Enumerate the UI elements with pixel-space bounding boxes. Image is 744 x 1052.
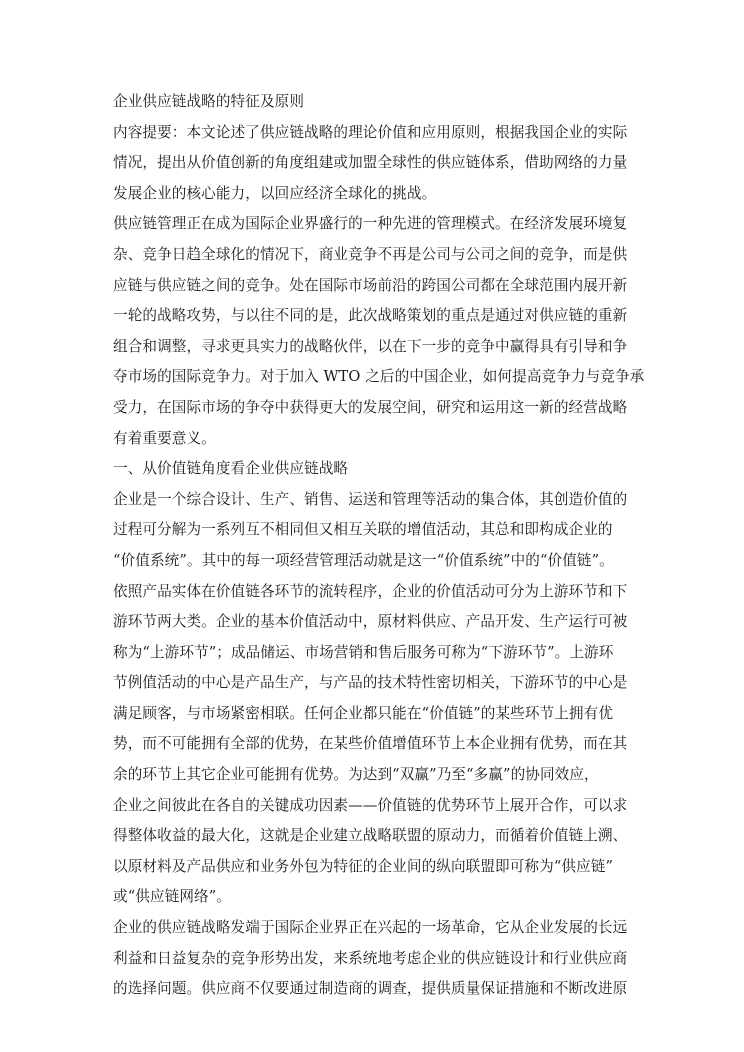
body-line: 企业是一个综合设计、生产、销售、运送和管理等活动的集合体，其创造价值的 bbox=[113, 490, 628, 508]
abstract-line: 情况，提出从价值创新的角度组建或加盟全球性的供应链体系，借助网络的力量 bbox=[113, 154, 628, 172]
intro-line: 受力，在国际市场的争夺中获得更大的发展空间，研究和运用这一新的经营战略 bbox=[113, 398, 628, 416]
body-line: 或“供应链网络”。 bbox=[113, 888, 231, 906]
body-line: 余的环节上其它企业可能拥有优势。为达到“双赢”乃至“多赢”的协同效应， bbox=[113, 766, 599, 784]
section-heading: 一、从价值链角度看企业供应链战略 bbox=[113, 460, 349, 478]
body-line: 的选择问题。供应商不仅要通过制造商的调查，提供质量保证措施和不断改进原 bbox=[113, 980, 628, 998]
body-line: 满足顾客，与市场紧密相联。任何企业都只能在“价值链”的某些环节上拥有优 bbox=[113, 704, 614, 722]
body-line: 过程可分解为一系列互不相同但又相互关联的增值活动，其总和即构成企业的 bbox=[113, 521, 613, 539]
body-line: 企业之间彼此在各自的关键成功因素——价值链的优势环节上展开合作，可以求 bbox=[113, 796, 628, 814]
body-line: 得整体收益的最大化，这就是企业建立战略联盟的原动力，而循着价值链上溯、 bbox=[113, 827, 628, 845]
body-line: 游环节两大类。企业的基本价值活动中，原材料供应、产品开发、生产运行可被 bbox=[113, 613, 628, 631]
intro-paragraph bbox=[113, 209, 664, 454]
body-line: 节例值活动的中心是产品生产，与产品的技术特性密切相关，下游环节的中心是 bbox=[113, 674, 628, 692]
intro-line: 有着重要意义。 bbox=[113, 429, 216, 447]
intro-line: 供应链管理正在成为国际企业界盛行的一种先进的管理模式。在经济发展环境复 bbox=[113, 215, 628, 233]
abstract-line: 发展企业的核心能力，以回应经济全球化的挑战。 bbox=[113, 184, 437, 202]
intro-line: 一轮的战略攻势，与以往不同的是，此次战略策划的重点是通过对供应链的重新 bbox=[113, 307, 628, 325]
intro-line: 组合和调整，寻求更具实力的战略伙伴，以在下一步的竞争中赢得具有引导和争 bbox=[113, 337, 628, 355]
section1-paragraph bbox=[113, 485, 664, 913]
body-line: 利益和日益复杂的竞争形势出发，来系统地考虑企业的供应链设计和行业供应商 bbox=[113, 949, 628, 967]
document-title: 企业供应链战略的特征及原则 bbox=[113, 93, 305, 110]
paragraph-3 bbox=[113, 913, 664, 1005]
body-line: 企业的供应链战略发端于国际企业界正在兴起的一场革命，它从企业发展的长远 bbox=[113, 919, 628, 937]
body-line: “价值系统”。其中的每一项经营管理活动就是这一“价值系统”中的“价值链”。 bbox=[113, 551, 614, 569]
body-line: 以原材料及产品供应和业务外包为特征的企业间的纵向联盟即可称为“供应链” bbox=[113, 857, 614, 875]
intro-line: 应链与供应链之间的竞争。处在国际市场前沿的跨国公司都在全球范围内展开新 bbox=[113, 276, 628, 294]
intro-line: 夺市场的国际竞争力。对于加入 WTO 之后的中国企业，如何提高竞争力与竞争承 bbox=[113, 368, 645, 386]
body-line: 势，而不可能拥有全部的优势，在某些价值增值环节上本企业拥有优势，而在其 bbox=[113, 735, 628, 753]
abstract-paragraph bbox=[113, 118, 664, 210]
intro-line: 杂、竞争日趋全球化的情况下，商业竞争不再是公司与公司之间的竞争，而是供 bbox=[113, 245, 628, 263]
body-line: 依照产品实体在价值链各环节的流转程序，企业的价值活动可分为上游环节和下 bbox=[113, 582, 628, 600]
body-line: 称为“上游环节”；成品储运、市场营销和售后服务可称为“下游环节”。上游环 bbox=[113, 643, 614, 661]
abstract-line: 内容提要：本文论述了供应链战略的理论价值和应用原则，根据我国企业的实际 bbox=[113, 123, 628, 141]
